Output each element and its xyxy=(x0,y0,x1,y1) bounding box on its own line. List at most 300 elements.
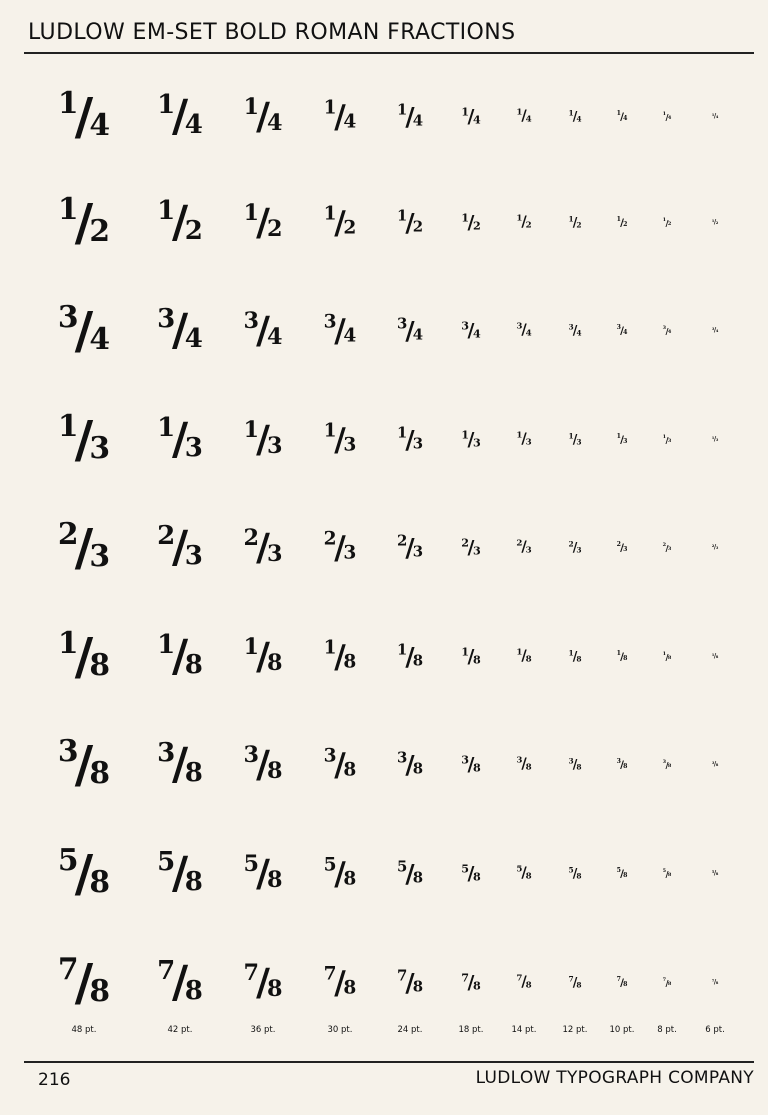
fraction-slash: / xyxy=(467,211,475,234)
fraction-glyph xyxy=(157,196,203,248)
fraction-denominator: 3 xyxy=(89,430,111,466)
fraction-denominator: 8 xyxy=(473,870,481,884)
fraction-numerator: 1 xyxy=(461,211,469,225)
fraction-numerator: 1 xyxy=(711,218,715,223)
fraction-slash: / xyxy=(713,869,717,877)
fraction-glyph xyxy=(243,416,283,462)
fraction-denominator: 2 xyxy=(576,220,582,230)
fraction-slash: / xyxy=(405,532,415,563)
fraction-glyph xyxy=(157,413,203,465)
fraction-slash: / xyxy=(171,630,189,682)
fraction-denominator: 8 xyxy=(184,649,203,680)
fraction-numerator: 5 xyxy=(57,842,79,878)
fraction-numerator: 2 xyxy=(616,541,621,549)
fraction-slash: / xyxy=(665,977,669,988)
fraction-denominator: 8 xyxy=(623,871,628,879)
fraction-slash: / xyxy=(405,749,415,780)
fraction-numerator: 1 xyxy=(568,108,574,118)
fraction-numerator: 1 xyxy=(711,652,715,657)
fraction-glyph xyxy=(243,741,283,787)
fraction-denominator: 8 xyxy=(89,755,111,791)
fraction-denominator: 8 xyxy=(184,757,203,788)
fraction-denominator: 8 xyxy=(576,871,582,881)
fraction-glyph xyxy=(57,408,111,469)
fraction-slash: / xyxy=(620,758,624,771)
fraction-numerator: 7 xyxy=(616,976,621,984)
fraction-numerator: 3 xyxy=(711,760,715,765)
fraction-denominator: 4 xyxy=(184,323,203,354)
fraction-glyph xyxy=(617,112,628,123)
fraction-glyph xyxy=(568,756,582,772)
fraction-slash: / xyxy=(171,847,189,899)
fraction-denominator: 8 xyxy=(623,762,628,770)
fraction-glyph xyxy=(712,220,719,226)
fraction-numerator: 1 xyxy=(157,630,176,661)
fraction-numerator: 2 xyxy=(243,524,259,551)
fraction-denominator: 2 xyxy=(667,220,672,227)
fraction-denominator: 3 xyxy=(473,436,481,450)
fraction-numerator: 7 xyxy=(568,974,574,984)
fraction-numerator: 3 xyxy=(616,758,621,766)
fraction-glyph xyxy=(157,630,203,682)
fraction-glyph xyxy=(243,850,283,896)
fraction-slash: / xyxy=(256,200,270,245)
fraction-slash: / xyxy=(620,433,624,446)
fraction-slash: / xyxy=(665,325,669,336)
fraction-glyph xyxy=(57,516,111,577)
fraction-glyph xyxy=(516,430,532,448)
fraction-glyph xyxy=(568,539,582,555)
fraction-numerator: 7 xyxy=(323,963,337,985)
fraction-numerator: 7 xyxy=(57,951,79,987)
fraction-glyph xyxy=(663,544,672,552)
fraction-slash: / xyxy=(74,300,94,360)
fraction-slash: / xyxy=(171,521,189,573)
fraction-numerator: 1 xyxy=(662,111,667,118)
fraction-denominator: 4 xyxy=(343,325,357,347)
fraction-slash: / xyxy=(665,651,669,662)
fraction-denominator: 2 xyxy=(623,220,628,228)
fraction-numerator: 7 xyxy=(396,966,408,985)
fraction-denominator: 3 xyxy=(525,437,532,448)
fraction-denominator: 2 xyxy=(715,221,719,226)
fraction-slash: / xyxy=(256,308,270,353)
fraction-denominator: 8 xyxy=(412,868,424,887)
fraction-denominator: 2 xyxy=(89,213,111,249)
fraction-numerator: 1 xyxy=(243,633,259,660)
fraction-numerator: 1 xyxy=(243,199,259,226)
fraction-slash: / xyxy=(620,650,624,663)
fraction-numerator: 2 xyxy=(516,538,523,549)
fraction-numerator: 1 xyxy=(616,110,621,118)
fraction-numerator: 1 xyxy=(568,648,574,658)
fraction-slash: / xyxy=(171,956,189,1008)
fraction-denominator: 3 xyxy=(667,545,672,552)
fraction-glyph xyxy=(57,299,111,360)
fraction-glyph xyxy=(243,307,283,353)
fraction-slash: / xyxy=(405,315,415,346)
fraction-numerator: 7 xyxy=(711,978,715,983)
fraction-glyph xyxy=(568,214,582,230)
fraction-denominator: 4 xyxy=(89,107,111,143)
fraction-glyph xyxy=(396,314,424,346)
fraction-numerator: 1 xyxy=(323,203,337,225)
fraction-glyph xyxy=(396,100,424,132)
fraction-denominator: 4 xyxy=(412,325,424,344)
fraction-glyph xyxy=(516,647,532,665)
fraction-slash: / xyxy=(713,760,717,768)
fraction-glyph xyxy=(712,437,719,443)
fraction-slash: / xyxy=(171,413,189,465)
fraction-denominator: 4 xyxy=(667,328,672,335)
fraction-glyph xyxy=(323,963,357,1002)
fraction-slash: / xyxy=(334,855,346,893)
fraction-glyph xyxy=(617,543,628,554)
fraction-slash: / xyxy=(334,746,346,784)
fraction-glyph xyxy=(57,625,111,686)
fraction-denominator: 4 xyxy=(623,328,628,336)
fraction-slash: / xyxy=(256,960,270,1005)
point-size-label: 6 pt. xyxy=(705,1025,725,1035)
fraction-slash: / xyxy=(620,976,624,989)
fraction-numerator: 5 xyxy=(662,868,667,875)
fraction-slash: / xyxy=(256,851,270,896)
fraction-denominator: 8 xyxy=(667,762,672,769)
fraction-glyph xyxy=(461,971,481,994)
fraction-glyph xyxy=(568,431,582,447)
fraction-slash: / xyxy=(334,98,346,136)
fraction-glyph xyxy=(516,864,532,882)
fraction-slash: / xyxy=(256,742,270,787)
fraction-glyph xyxy=(461,753,481,776)
fraction-glyph xyxy=(243,959,283,1005)
fraction-numerator: 1 xyxy=(57,85,79,121)
fraction-glyph xyxy=(57,85,111,146)
point-size-label: 48 pt. xyxy=(71,1025,97,1035)
fraction-slash: / xyxy=(713,112,717,120)
fraction-numerator: 3 xyxy=(396,314,408,333)
fraction-numerator: 1 xyxy=(157,90,176,121)
fraction-denominator: 8 xyxy=(89,647,111,683)
fraction-denominator: 3 xyxy=(184,540,203,571)
fraction-numerator: 1 xyxy=(711,435,715,440)
fraction-slash: / xyxy=(572,756,578,772)
fraction-denominator: 4 xyxy=(525,328,532,339)
fraction-slash: / xyxy=(467,753,475,776)
fraction-slash: / xyxy=(521,973,527,991)
fraction-numerator: 1 xyxy=(396,100,408,119)
fraction-slash: / xyxy=(665,217,669,228)
fraction-denominator: 2 xyxy=(343,217,357,239)
fraction-denominator: 4 xyxy=(473,113,481,127)
fraction-denominator: 8 xyxy=(715,655,719,660)
fraction-slash: / xyxy=(74,517,94,577)
fraction-denominator: 4 xyxy=(715,115,719,120)
fraction-glyph xyxy=(461,428,481,451)
fraction-glyph xyxy=(243,199,283,245)
fraction-slash: / xyxy=(665,434,669,445)
fraction-denominator: 4 xyxy=(576,328,582,338)
page-number: 216 xyxy=(38,1070,71,1090)
fraction-numerator: 3 xyxy=(568,756,574,766)
fraction-numerator: 1 xyxy=(57,625,79,661)
fraction-denominator: 3 xyxy=(89,538,111,574)
fraction-denominator: 8 xyxy=(473,653,481,667)
fraction-glyph xyxy=(57,733,111,794)
fraction-glyph xyxy=(663,979,672,987)
fraction-numerator: 1 xyxy=(57,408,79,444)
fraction-slash: / xyxy=(334,312,346,350)
company-name: LUDLOW TYPOGRAPH COMPANY xyxy=(475,1068,754,1088)
fraction-denominator: 8 xyxy=(89,973,111,1009)
fraction-glyph xyxy=(516,213,532,231)
fraction-glyph xyxy=(323,854,357,893)
fraction-slash: / xyxy=(74,952,94,1012)
fraction-slash: / xyxy=(256,525,270,570)
fraction-glyph xyxy=(617,218,628,229)
fraction-glyph xyxy=(617,326,628,337)
fraction-denominator: 8 xyxy=(184,866,203,897)
fraction-slash: / xyxy=(74,734,94,794)
fraction-slash: / xyxy=(665,759,669,770)
fraction-slash: / xyxy=(620,216,624,229)
fraction-denominator: 2 xyxy=(525,220,532,231)
fraction-numerator: 1 xyxy=(323,420,337,442)
fraction-numerator: 3 xyxy=(396,748,408,767)
fraction-numerator: 1 xyxy=(568,214,574,224)
fraction-denominator: 4 xyxy=(412,111,424,130)
fraction-denominator: 8 xyxy=(623,654,628,662)
fraction-slash: / xyxy=(405,967,415,998)
fraction-glyph xyxy=(157,956,203,1008)
fraction-numerator: 7 xyxy=(157,956,176,987)
fraction-slash: / xyxy=(521,213,527,231)
fraction-slash: / xyxy=(405,424,415,455)
point-size-label: 14 pt. xyxy=(511,1025,537,1035)
fraction-denominator: 8 xyxy=(667,871,672,878)
fraction-denominator: 8 xyxy=(525,871,532,882)
fraction-glyph xyxy=(663,653,672,661)
fraction-glyph xyxy=(323,745,357,784)
fraction-denominator: 4 xyxy=(267,324,283,351)
fraction-glyph xyxy=(461,536,481,559)
fraction-numerator: 5 xyxy=(396,857,408,876)
fraction-numerator: 1 xyxy=(243,416,259,443)
fraction-slash: / xyxy=(572,974,578,990)
fraction-slash: / xyxy=(521,647,527,665)
fraction-slash: / xyxy=(256,94,270,139)
fraction-denominator: 4 xyxy=(715,329,719,334)
fraction-denominator: 3 xyxy=(412,542,424,561)
fraction-denominator: 8 xyxy=(267,758,283,785)
fraction-glyph xyxy=(617,652,628,663)
fraction-glyph xyxy=(461,319,481,342)
point-size-label: 12 pt. xyxy=(562,1025,588,1035)
fraction-denominator: 3 xyxy=(343,434,357,456)
fraction-numerator: 5 xyxy=(516,864,523,875)
fraction-glyph xyxy=(617,435,628,446)
fraction-denominator: 8 xyxy=(715,981,719,986)
fraction-slash: / xyxy=(713,978,717,986)
fraction-numerator: 1 xyxy=(516,647,523,658)
fraction-denominator: 4 xyxy=(667,114,672,121)
fraction-glyph xyxy=(663,113,672,121)
fraction-slash: / xyxy=(572,648,578,664)
fraction-denominator: 3 xyxy=(412,434,424,453)
fraction-numerator: 1 xyxy=(662,651,667,658)
fraction-glyph xyxy=(712,114,719,120)
fraction-denominator: 8 xyxy=(184,975,203,1006)
fraction-denominator: 8 xyxy=(412,977,424,996)
fraction-denominator: 3 xyxy=(715,438,719,443)
fraction-glyph xyxy=(243,93,283,139)
fraction-slash: / xyxy=(521,430,527,448)
fraction-glyph xyxy=(323,203,357,242)
fraction-numerator: 3 xyxy=(616,324,621,332)
fraction-numerator: 3 xyxy=(57,299,79,335)
fraction-slash: / xyxy=(665,542,669,553)
fraction-glyph xyxy=(157,521,203,573)
fraction-slash: / xyxy=(572,322,578,338)
fraction-glyph xyxy=(396,206,424,238)
fraction-numerator: 1 xyxy=(157,196,176,227)
fraction-slash: / xyxy=(572,539,578,555)
fraction-numerator: 1 xyxy=(616,650,621,658)
fraction-slash: / xyxy=(467,536,475,559)
fraction-denominator: 8 xyxy=(667,980,672,987)
fraction-numerator: 3 xyxy=(568,322,574,332)
fraction-numerator: 3 xyxy=(662,325,667,332)
fraction-slash: / xyxy=(572,865,578,881)
fraction-glyph xyxy=(396,857,424,889)
point-size-label: 42 pt. xyxy=(167,1025,193,1035)
fraction-denominator: 8 xyxy=(267,867,283,894)
fraction-slash: / xyxy=(467,971,475,994)
fraction-glyph xyxy=(712,328,719,334)
page-title: LUDLOW EM-SET BOLD ROMAN FRACTIONS xyxy=(28,20,516,45)
fraction-denominator: 3 xyxy=(184,432,203,463)
fraction-numerator: 1 xyxy=(616,216,621,224)
fraction-denominator: 3 xyxy=(715,546,719,551)
fraction-slash: / xyxy=(334,638,346,676)
fraction-glyph xyxy=(323,637,357,676)
fraction-numerator: 2 xyxy=(323,528,337,550)
fraction-slash: / xyxy=(171,196,189,248)
fraction-slash: / xyxy=(521,321,527,339)
fraction-denominator: 8 xyxy=(343,651,357,673)
fraction-slash: / xyxy=(713,435,717,443)
fraction-denominator: 3 xyxy=(267,541,283,568)
fraction-glyph xyxy=(461,211,481,234)
fraction-slash: / xyxy=(405,641,415,672)
fraction-denominator: 8 xyxy=(525,980,532,991)
fraction-slash: / xyxy=(405,101,415,132)
footer-rule xyxy=(24,1061,754,1063)
fraction-denominator: 8 xyxy=(473,979,481,993)
fraction-slash: / xyxy=(572,431,578,447)
fraction-slash: / xyxy=(620,867,624,880)
fraction-glyph xyxy=(568,865,582,881)
fraction-denominator: 4 xyxy=(525,114,532,125)
fraction-numerator: 1 xyxy=(461,645,469,659)
fraction-slash: / xyxy=(665,111,669,122)
fraction-slash: / xyxy=(467,105,475,128)
fraction-slash: / xyxy=(572,108,578,124)
fraction-glyph xyxy=(157,90,203,142)
fraction-glyph xyxy=(712,545,719,551)
fraction-numerator: 7 xyxy=(243,959,259,986)
point-size-label: 36 pt. xyxy=(250,1025,276,1035)
fraction-slash: / xyxy=(171,304,189,356)
fraction-numerator: 1 xyxy=(57,191,79,227)
fraction-slash: / xyxy=(334,529,346,567)
fraction-slash: / xyxy=(521,538,527,556)
fraction-numerator: 7 xyxy=(461,971,469,985)
fraction-numerator: 2 xyxy=(662,542,667,549)
fraction-glyph xyxy=(157,304,203,356)
fraction-glyph xyxy=(57,191,111,252)
fraction-glyph xyxy=(396,966,424,998)
fraction-glyph xyxy=(461,862,481,885)
fraction-slash: / xyxy=(620,110,624,123)
fraction-glyph xyxy=(663,761,672,769)
fraction-glyph xyxy=(516,755,532,773)
fraction-slash: / xyxy=(334,204,346,242)
fraction-numerator: 1 xyxy=(323,97,337,119)
fraction-numerator: 1 xyxy=(461,428,469,442)
fraction-numerator: 2 xyxy=(461,536,469,550)
fraction-denominator: 8 xyxy=(525,762,532,773)
fraction-numerator: 5 xyxy=(157,847,176,878)
fraction-glyph xyxy=(396,640,424,672)
fraction-glyph xyxy=(323,97,357,136)
fraction-numerator: 1 xyxy=(157,413,176,444)
fraction-denominator: 3 xyxy=(667,437,672,444)
fraction-glyph xyxy=(568,974,582,990)
fraction-glyph xyxy=(617,869,628,880)
fraction-numerator: 5 xyxy=(568,865,574,875)
fraction-glyph xyxy=(461,645,481,668)
fraction-numerator: 2 xyxy=(568,539,574,549)
fraction-slash: / xyxy=(521,864,527,882)
fraction-numerator: 1 xyxy=(396,423,408,442)
fraction-denominator: 8 xyxy=(576,762,582,772)
fraction-glyph xyxy=(568,322,582,338)
point-size-label: 18 pt. xyxy=(458,1025,484,1035)
fraction-glyph xyxy=(663,870,672,878)
fraction-denominator: 3 xyxy=(576,545,582,555)
fraction-numerator: 1 xyxy=(516,107,523,118)
fraction-denominator: 4 xyxy=(184,109,203,140)
fraction-glyph xyxy=(323,528,357,567)
fraction-numerator: 1 xyxy=(396,206,408,225)
fraction-glyph xyxy=(243,524,283,570)
fraction-numerator: 3 xyxy=(711,326,715,331)
fraction-glyph xyxy=(396,748,424,780)
fraction-denominator: 8 xyxy=(525,654,532,665)
fraction-glyph xyxy=(516,973,532,991)
fraction-glyph xyxy=(712,871,719,877)
fraction-numerator: 5 xyxy=(461,862,469,876)
fraction-numerator: 2 xyxy=(57,516,79,552)
fraction-denominator: 4 xyxy=(623,114,628,122)
fraction-denominator: 2 xyxy=(267,216,283,243)
fraction-glyph xyxy=(663,327,672,335)
fraction-denominator: 3 xyxy=(576,437,582,447)
fraction-glyph xyxy=(396,531,424,563)
fraction-slash: / xyxy=(74,626,94,686)
fraction-denominator: 8 xyxy=(343,868,357,890)
